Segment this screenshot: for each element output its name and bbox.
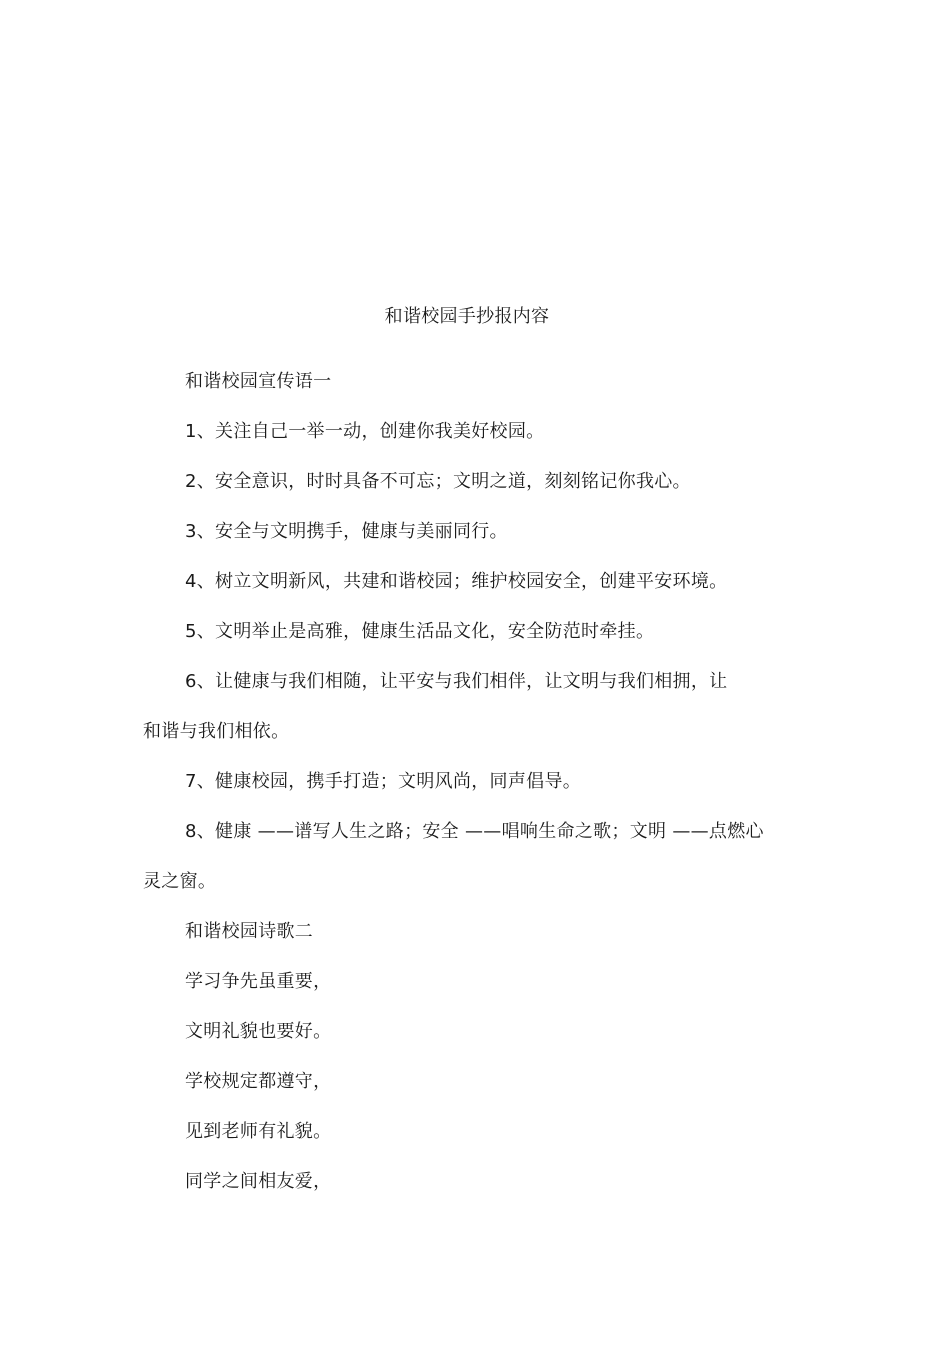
section-heading-slogans: 和谐校园宣传语一 [185,371,332,392]
slogan-1: 1、关注自己一举一动，创建你我美好校园。 [185,421,545,442]
slogan-8: 8、健康 ——谱写人生之路；安全 ——唱响生命之歌；文明 ——点燃心 [185,821,764,842]
poem-line-4: 见到老师有礼貌。 [185,1121,332,1142]
poem-line-3: 学校规定都遵守， [185,1071,332,1092]
slogan-6: 6、让健康与我们相随，让平安与我们相伴，让文明与我们相拥，让 [185,671,728,692]
slogan-3: 3、安全与文明携手，健康与美丽同行。 [185,521,508,542]
slogan-5: 5、文明举止是高雅，健康生活品文化，安全防范时牵挂。 [185,621,655,642]
poem-line-2: 文明礼貌也要好。 [185,1021,332,1042]
slogan-4: 4、树立文明新风，共建和谐校园；维护校园安全，创建平安环境。 [185,571,728,592]
slogan-7: 7、健康校园，携手打造；文明风尚，同声倡导。 [185,771,582,792]
slogan-2: 2、安全意识，时时具备不可忘；文明之道，刻刻铭记你我心。 [185,471,691,492]
poem-line-1: 学习争先虽重要， [185,971,332,992]
slogan-6-continued: 和谐与我们相依。 [143,721,290,742]
section-heading-poem: 和谐校园诗歌二 [185,921,314,942]
poem-line-5: 同学之间相友爱， [185,1171,332,1192]
slogan-8-continued: 灵之窗。 [143,871,217,892]
document-title: 和谐校园手抄报内容 [384,306,550,327]
